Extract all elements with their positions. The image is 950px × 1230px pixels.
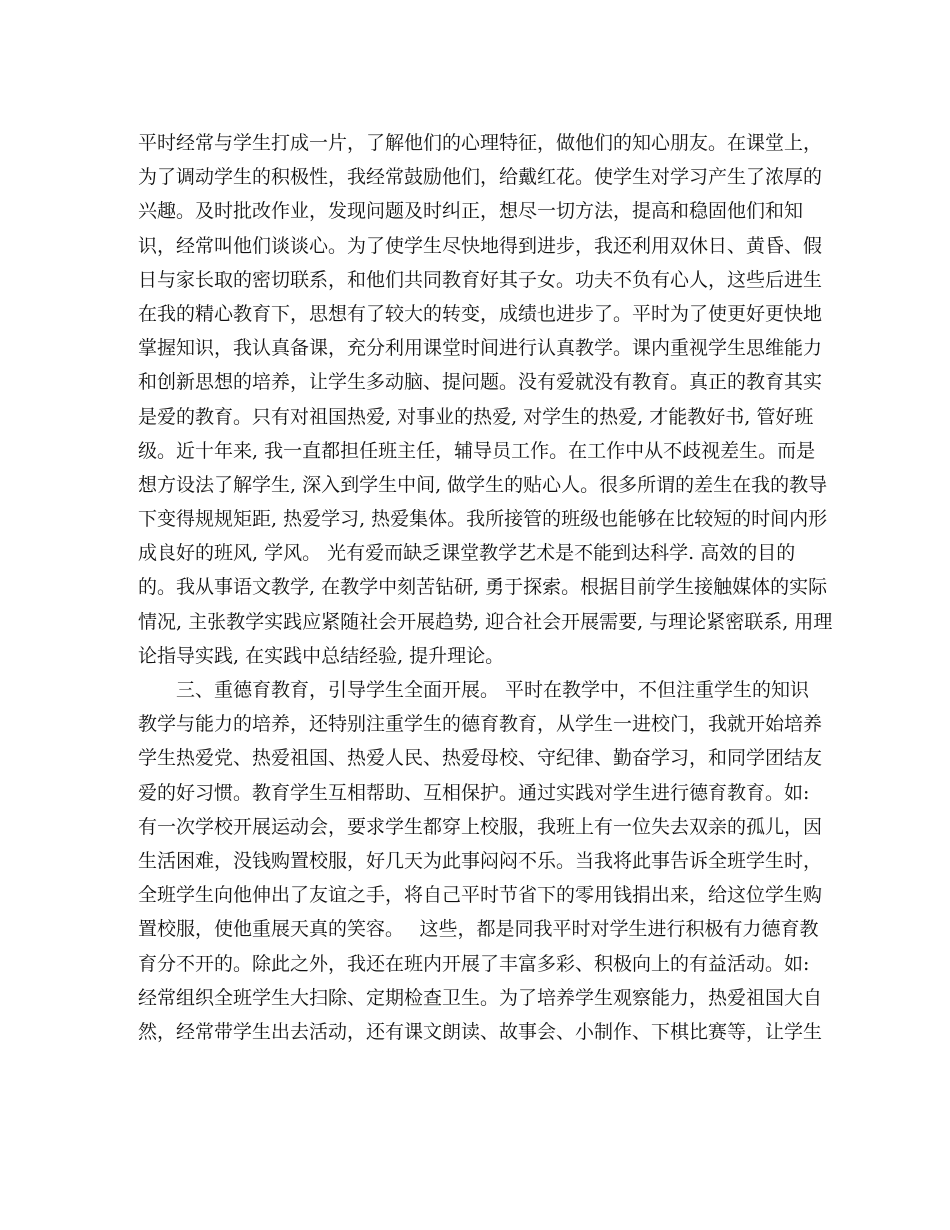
text-line: 和创新思想的培养，让学生多动脑、提问题。没有爱就没有教育。真正的教育其实 bbox=[138, 371, 823, 394]
text-line: 生活困难，没钱购置校服，好几天为此事闷闷不乐。当我将此事告诉全班学生时， bbox=[138, 849, 823, 872]
text-line: 育分不开的。除此之外，我还在班内开展了丰富多彩、积极向上的有益活动。如: bbox=[138, 952, 810, 975]
text-line: 是爱的教育。只有对祖国热爱, 对事业的热爱, 对学生的热爱, 才能教好书, 管好班 bbox=[138, 405, 814, 428]
text-line: 论指导实践, 在实践中总结经验, 提升理论。 bbox=[138, 644, 505, 667]
text-line: 爱的好习惯。教育学生互相帮助、互相保护。通过实践对学生进行德育教育。如: bbox=[138, 781, 810, 804]
text-line: 在我的精心教育下，思想有了较大的转变，成绩也进步了。平时为了使更好更快地 bbox=[138, 302, 823, 325]
body-text bbox=[138, 126, 833, 1049]
text-line: 想方设法了解学生, 深入到学生中间, 做学生的贴心人。很多所谓的差生在我的教导 bbox=[138, 473, 828, 496]
text-line: 有一次学校开展运动会，要求学生都穿上校服，我班上有一位失去双亲的孤儿，因 bbox=[138, 815, 823, 838]
text-line: 教学与能力的培养，还特别注重学生的德育教育，从学生一进校门，我就开始培养 bbox=[138, 713, 823, 736]
text-line: 为了调动学生的积极性，我经常鼓励他们，给戴红花。使学生对学习产生了浓厚的 bbox=[138, 166, 823, 189]
text-line: 识，经常叫他们谈谈心。为了使学生尽快地得到进步，我还利用双休日、黄昏、假 bbox=[138, 234, 823, 257]
text-line: 然，经常带学生出去活动，还有课文朗读、故事会、小制作、下棋比赛等，让学生 bbox=[138, 1020, 823, 1043]
text-line: 学生热爱党、热爱祖国、热爱人民、热爱母校、守纪律、勤奋学习，和同学团结友 bbox=[138, 747, 823, 770]
text-line: 日与家长取的密切联系，和他们共同教育好其子女。功夫不负有心人，这些后进生 bbox=[138, 268, 823, 291]
text-line: 成良好的班风, 学风。 光有爱而缺乏课堂教学艺术是不能到达科学. 高效的目的 bbox=[138, 542, 796, 565]
text-line: 情况, 主张教学实践应紧随社会开展趋势, 迎合社会开展需要, 与理论紧密联系, 用理 bbox=[138, 610, 833, 633]
text-line: 经常组织全班学生大扫除、定期检查卫生。为了培养学生观察能力，热爱祖国大自 bbox=[138, 986, 823, 1009]
text-line: 全班学生向他伸出了友谊之手，将自己平时节省下的零用钱捐出来，给这位学生购 bbox=[138, 884, 823, 907]
text-line: 的。我从事语文教学, 在教学中刻苦钻研, 勇于探索。根据目前学生接触媒体的实际 bbox=[138, 576, 828, 599]
section-heading-line: 三、重德育教育，引导学生全面开展。 平时在教学中，不但注重学生的知识 bbox=[138, 679, 810, 701]
text-line: 掌握知识，我认真备课，充分利用课堂时间进行认真教学。课内重视学生思维能力 bbox=[138, 337, 823, 360]
text-line: 置校服，使他重展天真的笑容。 这些，都是同我平时对学生进行积极有力德育教 bbox=[138, 918, 819, 941]
text-line: 级。近十年来, 我一直都担任班主任，辅导员工作。在工作中从不歧视差生。而是 bbox=[138, 439, 816, 462]
text-line: 平时经常与学生打成一片，了解他们的心理特征，做他们的知心朋友。在课堂上， bbox=[138, 132, 823, 154]
text-line: 兴趣。及时批改作业，发现问题及时纠正，想尽一切方法，提高和稳固他们和知 bbox=[138, 200, 804, 223]
text-line: 下变得规规矩距, 热爱学习, 热爱集体。我所接管的班级也能够在比较短的时间内形 bbox=[138, 508, 828, 531]
